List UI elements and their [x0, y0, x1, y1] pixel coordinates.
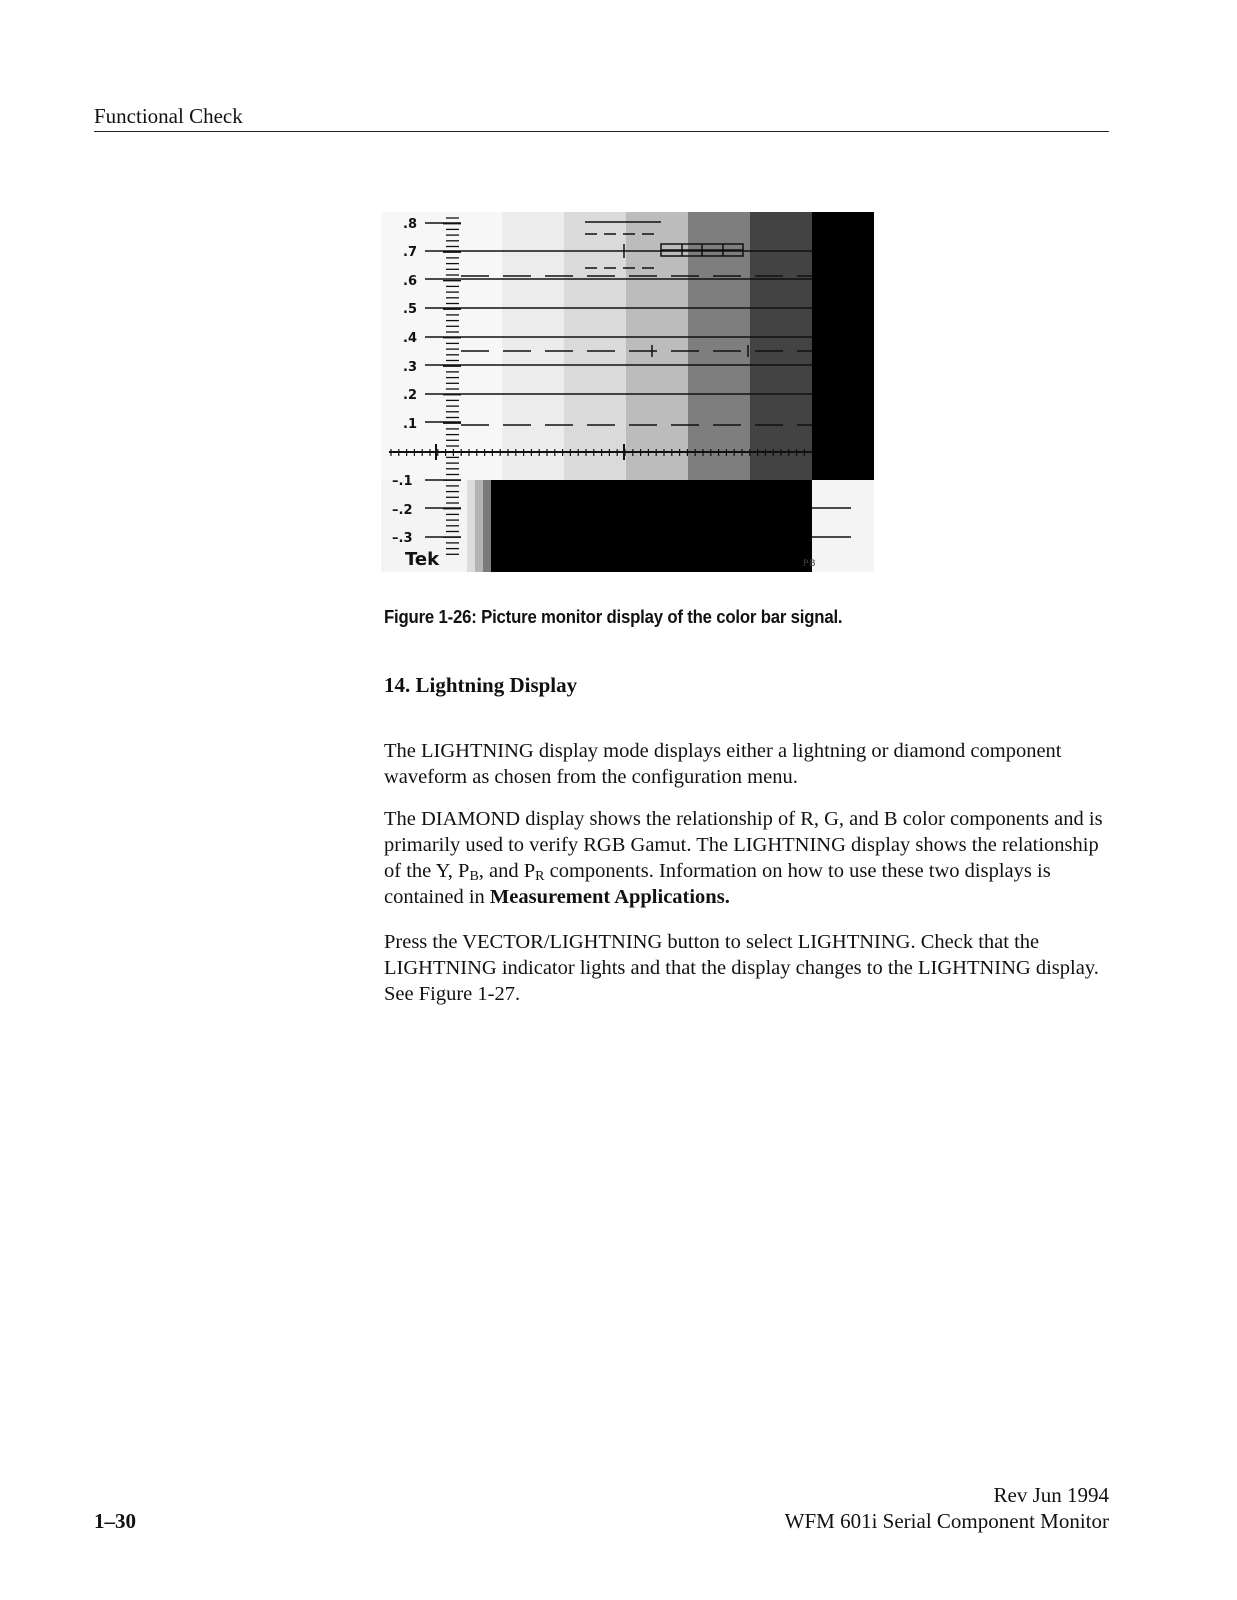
color-bar-figure [381, 212, 881, 582]
page-number: 1–30 [94, 1509, 136, 1533]
picture-monitor-display [381, 212, 881, 582]
scale-label: .1 [403, 417, 417, 432]
scale-label: .8 [403, 217, 417, 232]
scale-label: .6 [403, 274, 417, 289]
bar-5 [688, 212, 750, 480]
paragraph-1 [384, 738, 1114, 790]
subscript-r: R [535, 869, 545, 884]
text-run: The DIAMOND display shows the relationship of R, G, and B color components and is primarily used to verify RGB Gamut. The LIGHTNING display shows the relationship of the Y, P [384, 808, 1103, 882]
header-rule [94, 131, 1109, 132]
bar-7 [812, 212, 874, 480]
paragraph-2 [384, 806, 1114, 910]
bar-3 [564, 212, 626, 480]
paragraph-text: The LIGHTNING display mode displays either a lightning or diamond component waveform as chosen from the configuration menu. [384, 740, 1062, 788]
scale-label: .2 [403, 388, 417, 403]
text-run: components. Information on how to use these two displays is contained in [384, 860, 1051, 908]
lower-black-block [491, 480, 812, 572]
scale-label: .4 [403, 331, 417, 346]
lower-step-3 [483, 480, 491, 572]
subscript-b: B [469, 869, 479, 884]
tek-logo-label: Tek [405, 549, 440, 570]
bar-1 [381, 212, 502, 480]
lower-step-2 [475, 480, 483, 572]
bar-6 [750, 212, 812, 480]
text-run: , and P [478, 860, 536, 882]
scale-label: .3 [403, 360, 417, 375]
bar-2 [502, 212, 564, 480]
footer-revision: Rev Jun 1994 [993, 1483, 1109, 1507]
bar-4 [626, 212, 688, 480]
lower-step-1 [467, 480, 475, 572]
scale-label: .5 [403, 302, 417, 317]
section-heading: 14. Lightning Display [384, 673, 578, 697]
scale-label: .7 [403, 245, 417, 260]
scale-label: –.1 [392, 474, 413, 489]
running-head: Functional Check [94, 104, 243, 128]
scale-label: –.2 [392, 503, 413, 518]
figure-caption: Figure 1-26: Picture monitor display of the color bar signal. [384, 607, 843, 627]
footer-manual-title: WFM 601i Serial Component Monitor [784, 1509, 1109, 1533]
paragraph-text [384, 806, 1114, 910]
corner-label: PB [803, 559, 817, 569]
bold-reference: Measurement Applications. [489, 886, 730, 908]
paragraph-text: Press the VECTOR/LIGHTNING button to select LIGHTNING. Check that the LIGHTNING indicator lights and that the display changes to the LIGHTNING display. See Figure 1-27. [384, 931, 1099, 1005]
paragraph-3 [384, 929, 1114, 1007]
scale-label: –.3 [392, 531, 413, 546]
